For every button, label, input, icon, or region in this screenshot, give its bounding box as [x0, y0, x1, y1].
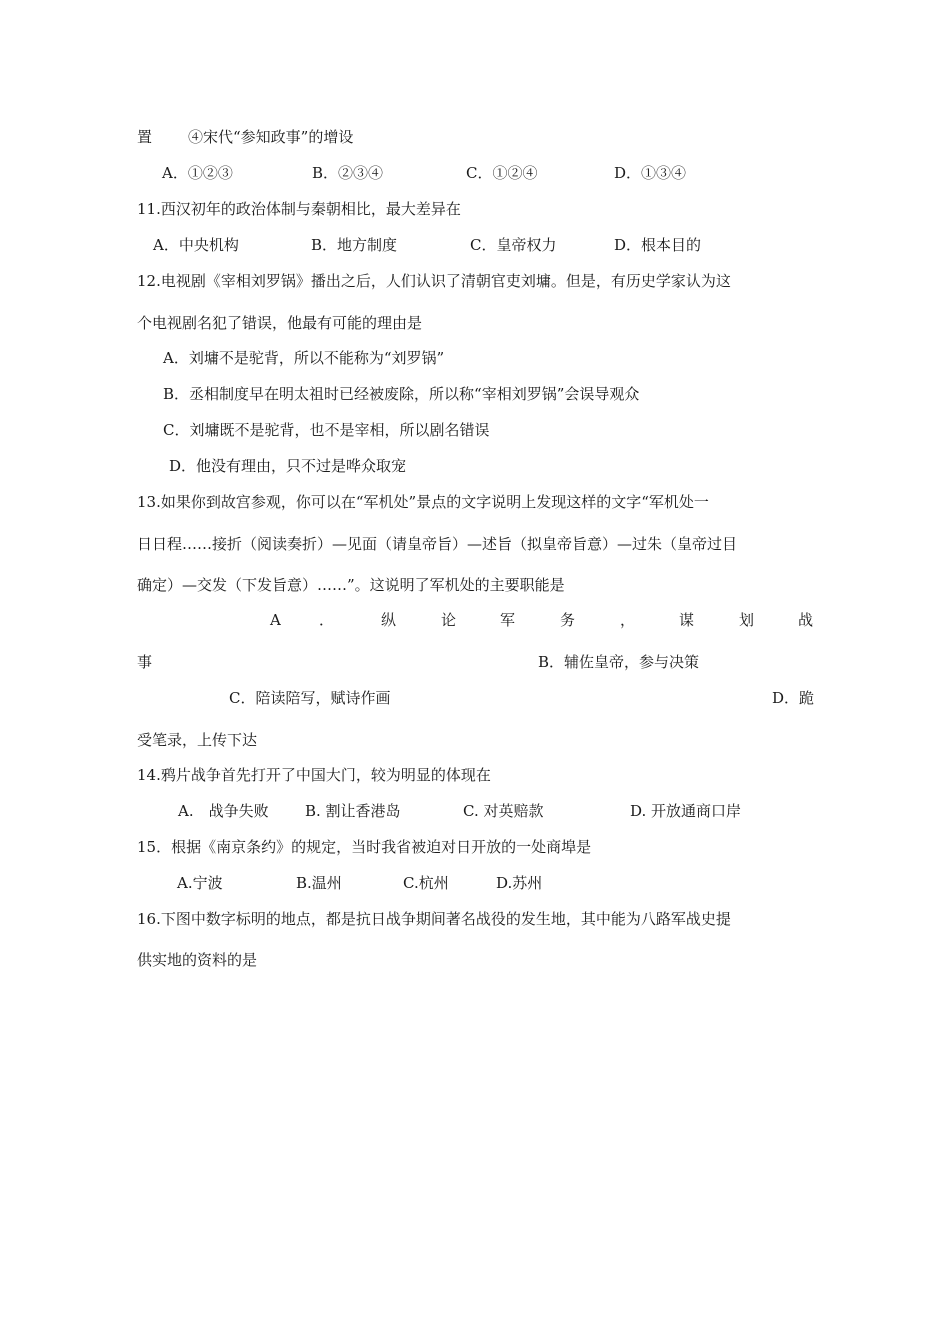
q10-tail-text: 置 — [137, 128, 153, 146]
q14-option-d[interactable]: D. 开放通商口岸 — [630, 802, 742, 820]
q10-options — [0, 163, 950, 183]
q12-stem-line-1: 12.电视剧《宰相刘罗锅》播出之后，人们认识了清朝官吏刘墉。但是，有历史学家认为这 — [137, 272, 731, 290]
q15-stem: 15．根据《南京条约》的规定，当时我省被迫对日开放的一处商埠是 — [137, 838, 592, 856]
q10-option-b[interactable]: B．②③④ — [312, 164, 384, 182]
q10-item-4: ④宋代“参知政事”的增设 — [188, 128, 354, 146]
q11-option-a[interactable]: A．中央机构 — [153, 236, 239, 254]
q14-option-b[interactable]: B. 割让香港岛 — [305, 802, 401, 820]
q13-option-a-char: 军 — [500, 611, 516, 629]
q13-stem-line-3: 确定）—交发（下发旨意）……”。这说明了军机处的主要职能是 — [137, 576, 565, 594]
q13-stem-line-2: 日日程……接折（阅读奏折）—见面（请皇帝旨）—述旨（拟皇帝旨意）—过朱（皇帝过目 — [137, 535, 738, 553]
q12-option-b[interactable]: B．丞相制度早在明太祖时已经被废除，所以称“宰相刘罗锅”会误导观众 — [163, 385, 640, 403]
q13-option-c[interactable]: C．陪读陪写，赋诗作画 — [229, 689, 391, 707]
q12-stem-line-2: 个电视剧名犯了错误，他最有可能的理由是 — [137, 314, 423, 332]
q11-stem: 11.西汉初年的政治体制与秦朝相比，最大差异在 — [137, 200, 461, 218]
q14-option-c[interactable]: C. 对英赔款 — [463, 802, 544, 820]
q13-option-a-tail[interactable]: 事 — [137, 653, 153, 671]
q13-option-a-char: A — [270, 611, 281, 629]
q15-options — [0, 873, 950, 893]
q11-option-d[interactable]: D．根本目的 — [614, 236, 702, 254]
q12-option-c[interactable]: C．刘墉既不是驼背，也不是宰相，所以剧名错误 — [163, 421, 490, 439]
q13-option-a-char: 务 — [560, 611, 576, 629]
q14-options — [0, 801, 950, 821]
q13-options-line-2 — [0, 652, 950, 672]
q15-option-b[interactable]: B.温州 — [296, 874, 342, 892]
q10-option-d[interactable]: D．①③④ — [614, 164, 687, 182]
q13-option-a-char: 战 — [798, 611, 814, 629]
q13-option-b[interactable]: B．辅佐皇帝，参与决策 — [538, 653, 700, 671]
q16-stem-line-1: 16.下图中数字标明的地点，都是抗日战争期间著名战役的发生地，其中能为八路军战史提 — [137, 910, 731, 928]
q13-options-line-3 — [0, 688, 950, 708]
q13-option-a-char: ． — [319, 611, 335, 629]
q13-option-a-char: 纵 — [381, 611, 397, 629]
q15-option-d[interactable]: D.苏州 — [496, 874, 543, 892]
q10-tail-line — [0, 127, 950, 147]
q11-option-c[interactable]: C．皇帝权力 — [470, 236, 557, 254]
q10-option-c[interactable]: C．①②④ — [466, 164, 538, 182]
q13-option-a-char: 论 — [441, 611, 457, 629]
q12-option-d[interactable]: D．他没有理由，只不过是哗众取宠 — [169, 457, 407, 475]
q16-stem-line-2: 供实地的资料的是 — [137, 951, 258, 969]
q14-stem: 14.鸦片战争首先打开了中国大门，较为明显的体现在 — [137, 766, 491, 784]
q14-option-a[interactable]: A. 战争失败 — [178, 802, 269, 820]
q12-option-a[interactable]: A．刘墉不是驼背，所以不能称为“刘罗锅” — [163, 349, 445, 367]
q13-option-a-char: 谋 — [679, 611, 695, 629]
q13-option-a-spread[interactable] — [0, 610, 950, 630]
q10-option-a[interactable]: A．①②③ — [162, 164, 233, 182]
q15-option-c[interactable]: C.杭州 — [403, 874, 449, 892]
q13-option-d-tail[interactable]: 受笔录，上传下达 — [137, 731, 258, 749]
q13-option-a-char: ， — [620, 611, 636, 629]
q15-option-a[interactable]: A.宁波 — [177, 874, 223, 892]
q11-option-b[interactable]: B．地方制度 — [311, 236, 398, 254]
q13-stem-line-1: 13.如果你到故宫参观，你可以在“军机处”景点的文字说明上发现这样的文字“军机处一 — [137, 493, 709, 511]
q13-option-d-head[interactable]: D．跪 — [772, 689, 815, 707]
q13-option-a-char: 划 — [739, 611, 755, 629]
q11-options — [0, 235, 950, 255]
